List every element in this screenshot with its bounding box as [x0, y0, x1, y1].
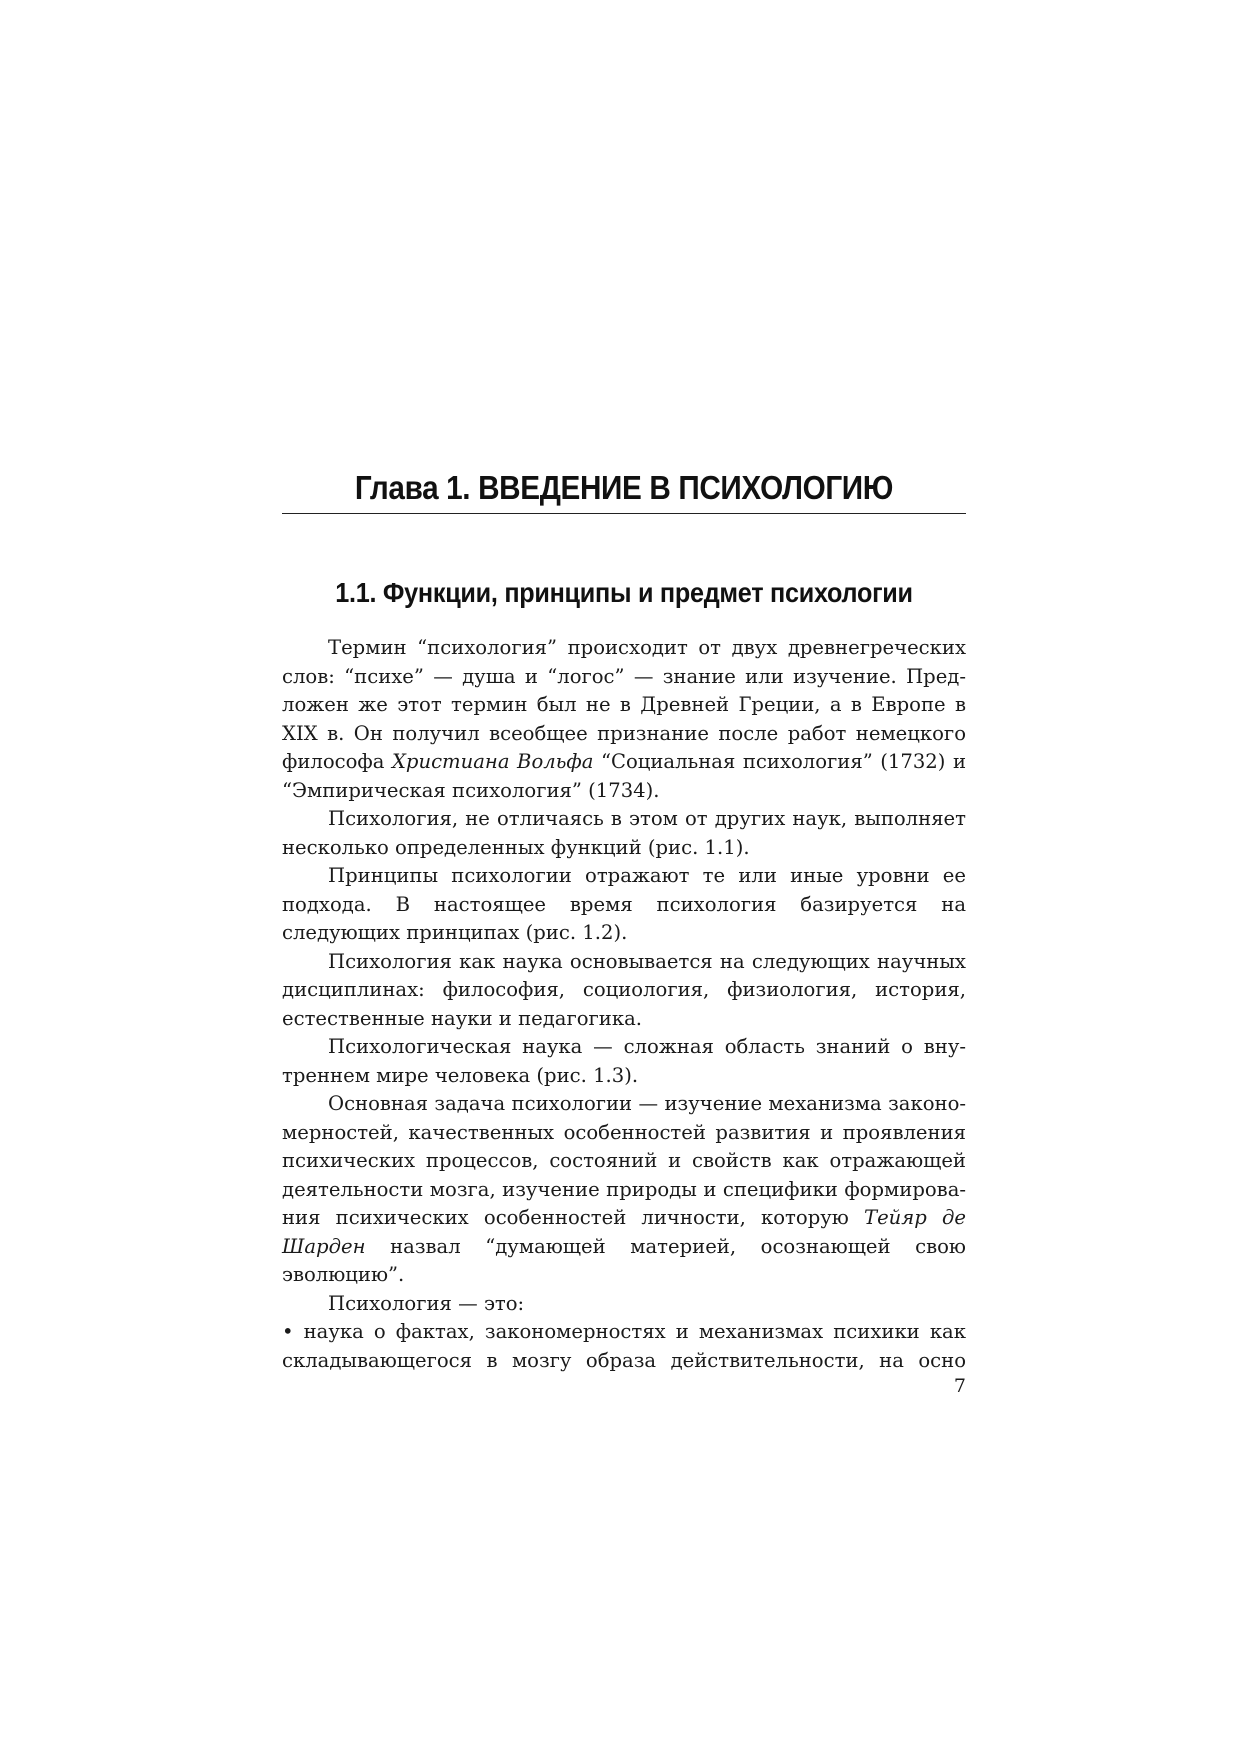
bullet-item: [282, 1318, 966, 1375]
bullet-text: • наука о фактах, закономерностях и механизмах психики как складывающегося в мозгу образа действительности, на осно: [282, 1320, 966, 1372]
author-name-wolff: Христиана Вольфа: [391, 750, 594, 773]
paragraph: [282, 634, 966, 805]
paragraph: [282, 948, 966, 1034]
chapter-title: Глава 1. ВВЕДЕНИЕ В ПСИХОЛОГИЮ: [354, 469, 894, 506]
paragraph-text: Принципы психологии отражают те или иные уровни ее подхода. В настоящее время психология базируется на следующих принципах (рис. 1.2).: [282, 864, 966, 944]
paragraph-text: назвал “думающей материей, осознающей свою эволюцию”.: [282, 1234, 966, 1286]
paragraph-text: Основная задача психологии — изучение механизма закономерностей, качественных особенностей развития и проявления психических процессов, состояний и свойств как отражающей деятельности мозга, изучение природы и специфики формирования психических особенностей личности, которую: [282, 1092, 966, 1229]
paragraph: [282, 1290, 966, 1319]
paragraph-text: Психология — это:: [328, 1291, 525, 1315]
paragraph-text: Термин “психология” происходит от двух древнегреческих слов: “психе” — душа и “логос” — знание или изучение. Предложен же этот термин был не в Древней Греции, а в Европе в XIX в. Он получил всеобщее признание после работ немецкого философа: [282, 636, 966, 773]
section-title: 1.1. Функции, принципы и предмет психологии: [335, 577, 913, 608]
paragraph-text: Психологическая наука — сложная область знаний о внутреннем мире человека (рис. 1.3).: [282, 1035, 966, 1087]
paragraph-text: “Социальная психология” (1732) и “Эмпирическая психология” (1734).: [282, 750, 967, 802]
paragraph: [282, 805, 966, 862]
page-number: 7: [953, 1375, 966, 1397]
body-text: [282, 634, 966, 1375]
paragraph: [282, 1033, 966, 1090]
paragraph-text: Психология как наука основывается на следующих научных дисциплинах: философия, социология, физиология, история, естественные науки и педагогика.: [282, 949, 966, 1030]
author-name-teilhard: Тейяр де Шарден: [282, 1206, 966, 1258]
paragraph: [282, 1090, 966, 1290]
paragraph: [282, 862, 966, 948]
chapter-divider: [282, 513, 966, 514]
paragraph-text: Психология, не отличаясь в этом от других наук, выполняет несколько определенных функций (рис. 1.1).: [282, 807, 966, 859]
